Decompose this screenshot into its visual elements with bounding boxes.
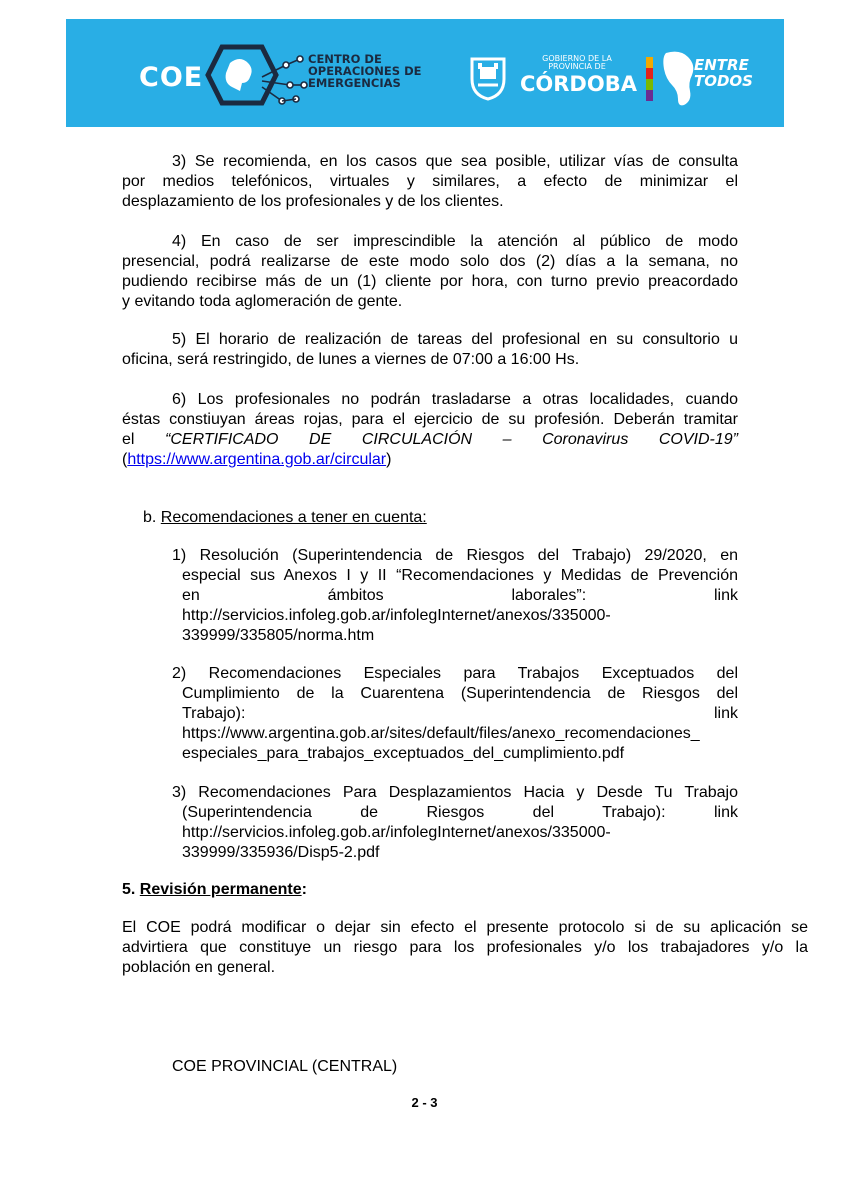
paragraph-4 (122, 232, 738, 312)
section-b-letter: b. (143, 509, 157, 526)
section-b-title: Recomendaciones a tener en cuenta: (160, 509, 427, 526)
circular-link[interactable]: https://www.argentina.gob.ar/circular (127, 451, 387, 468)
closing-paragraph (122, 918, 808, 978)
paragraph-line: y evitando toda aglomeración de gente. (122, 293, 403, 310)
paragraph-line: oficina, será restringido, de lunes a viernes de 07:00 a 16:00 Hs. (122, 351, 580, 368)
rec-url-line: https://www.argentina.gob.ar/sites/default/files/anexo_recomendaciones_ (182, 725, 700, 742)
rec-line: 3) Recomendaciones Para Desplazamientos Hacia y Desde Tu Trabajo (172, 784, 738, 801)
entre-todos-logo (694, 57, 753, 89)
recommendation-3 (172, 783, 738, 863)
paragraph-line: por medios telefónicos, virtuales y similares, a efecto de minimizar el (122, 173, 738, 190)
cordoba-small-line: GOBIERNO DE LA (542, 54, 612, 63)
paragraph-line: población en general. (122, 959, 276, 976)
rec-line: (Superintendencia de Riesgos del Trabajo): link (182, 804, 738, 821)
entre-line: TODOS (694, 72, 753, 90)
close-paren: ) (386, 451, 392, 468)
paragraph-line: El COE podrá modificar o dejar sin efecto el presente protocolo si de su aplicación se (122, 919, 808, 936)
section-5-number: 5. (122, 881, 136, 898)
rec-url-line: http://servicios.infoleg.gob.ar/infolegInternet/anexos/335000- (182, 824, 611, 841)
paragraph-line: 6) Los profesionales no podrán trasladarse a otras localidades, cuando (172, 391, 738, 408)
paragraph-line: 3) Se recomienda, en los casos que sea posible, utilizar vías de consulta (172, 153, 738, 170)
recommendation-2 (172, 664, 738, 764)
paragraph-line: pudiendo recibirse más de un (1) cliente por hora, con turno previo preacordado (122, 273, 738, 290)
recommendation-1 (172, 546, 738, 646)
entre-line: ENTRE (694, 56, 749, 74)
cordoba-shield-icon (468, 55, 508, 101)
page-number: 2 - 3 (411, 1095, 438, 1110)
rec-url-line: especiales_para_trabajos_exceptuados_del_cumplimiento.pdf (182, 745, 625, 762)
rec-line: 1) Resolución (Superintendencia de Riesgos del Trabajo) 29/2020, en (172, 547, 738, 564)
paragraph-line: advirtiera que constituye un riesgo para los profesionales y/o los trabajadores y/o la (122, 939, 808, 956)
color-bars-icon (646, 57, 653, 101)
paragraph-line: presencial, podrá realizarse de este modo solo dos (2) días a la semana, no (122, 253, 738, 270)
rec-url-line: http://servicios.infoleg.gob.ar/infolegInternet/anexos/335000- (182, 607, 611, 624)
certificado-prefix: el (122, 431, 135, 448)
certificado-title: “CERTIFICADO DE CIRCULACIÓN – Coronavirus COVID-19” (165, 431, 739, 448)
cordoba-small-text (522, 55, 632, 71)
paragraph-6 (122, 390, 738, 470)
rec-line: en ámbitos laborales”: link (182, 587, 738, 604)
coe-name-line: OPERACIONES DE (308, 64, 422, 78)
coe-name-line: EMERGENCIAS (308, 76, 401, 90)
section-5-colon: : (301, 881, 307, 898)
cordoba-small-line: PROVINCIA DE (548, 62, 606, 71)
coe-logo-text: COE (139, 62, 204, 93)
rec-line: especial sus Anexos I y II “Recomendaciones y Medidas de Prevención (182, 567, 738, 584)
paragraph-line: 5) El horario de realización de tareas del profesional en su consultorio u (172, 331, 738, 348)
paragraph-line (122, 430, 738, 450)
coe-name (308, 53, 421, 89)
rec-line: Trabajo): link (182, 705, 738, 722)
open-paren: ( (122, 451, 128, 468)
rec-line: Cumplimiento de la Cuarentena (Superintendencia de Riesgos del (182, 685, 738, 702)
paragraph-5 (122, 330, 738, 370)
paragraph-3 (122, 152, 738, 212)
paragraph-line: 4) En caso de ser imprescindible la atención al público de modo (172, 233, 738, 250)
header-banner (66, 19, 784, 127)
rec-url-line: 339999/335936/Disp5-2.pdf (182, 844, 380, 861)
cordoba-logo-text: CÓRDOBA (520, 72, 637, 96)
rec-line: 2) Recomendaciones Especiales para Trabajos Exceptuados del (172, 665, 738, 682)
section-b-heading (143, 508, 427, 528)
section-5-heading (122, 880, 307, 900)
rec-url-line: 339999/335805/norma.htm (182, 627, 375, 644)
section-5-title: Revisión permanente (139, 881, 302, 898)
signature: COE PROVINCIAL (CENTRAL) (172, 1058, 398, 1075)
paragraph-line (122, 450, 738, 470)
coe-name-line: CENTRO DE (308, 52, 382, 66)
paragraph-line: desplazamiento de los profesionales y de los clientes. (122, 193, 504, 210)
paragraph-line: éstas constiuyan áreas rojas, para el ejercicio de su profesión. Deberán tramitar (122, 411, 738, 428)
